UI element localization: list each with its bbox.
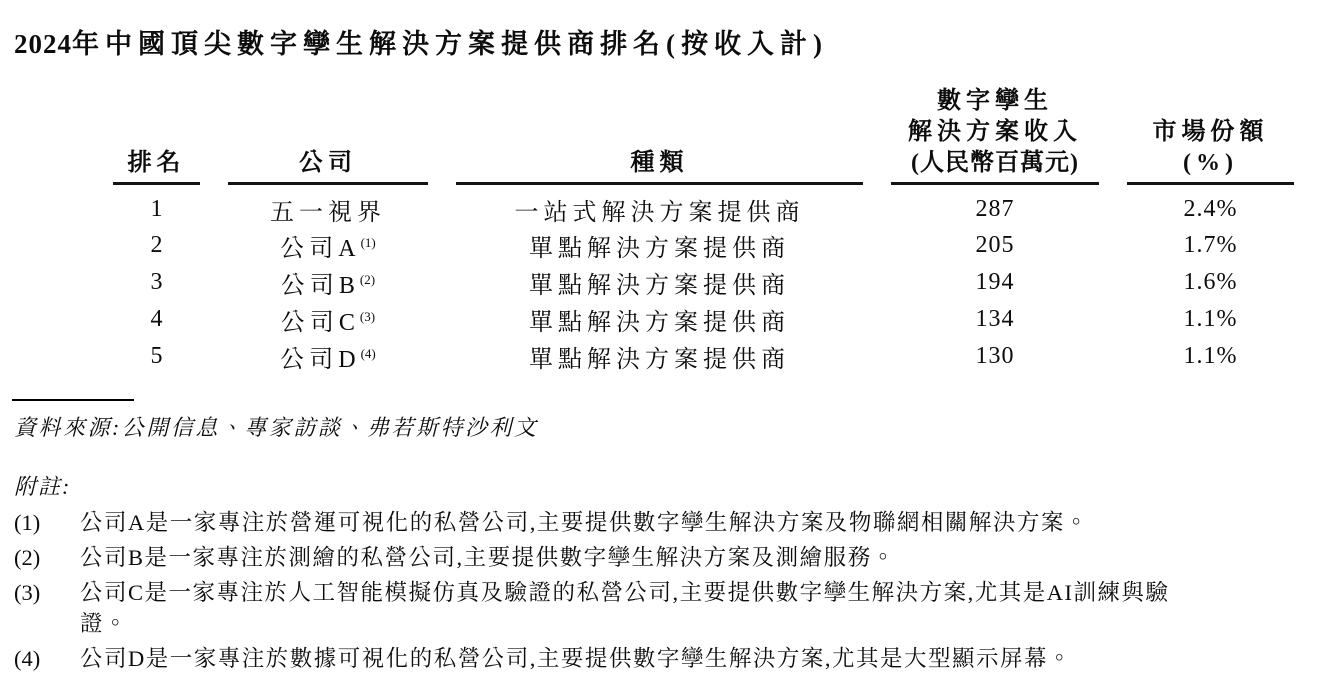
cell-company — [228, 338, 428, 375]
cell-type: 單點解決方案提供商 — [529, 273, 790, 299]
source-line: 資料來源:公開信息、專家訪談、弗若斯特沙利文 — [14, 415, 539, 440]
cell-rank: 2 — [150, 232, 163, 258]
note-text: 公司B是一家專注於測繪的私營公司,主要提供數字孿生解決方案及測繪服務。 — [80, 545, 896, 570]
page-title — [14, 28, 1330, 60]
cell-share: 2.4% — [1183, 196, 1238, 222]
cell-type: 單點解決方案提供商 — [529, 236, 790, 262]
note-ref: (3) — [359, 309, 376, 324]
header-revenue — [891, 86, 1099, 185]
header-revenue-line3: (人民幣百萬元) — [911, 150, 1079, 176]
table-row — [113, 264, 1294, 301]
cell-rank: 5 — [150, 343, 163, 369]
header-company — [228, 86, 428, 185]
cell-rank: 1 — [150, 196, 163, 222]
table-header — [113, 86, 1294, 185]
company-name: 五一視界 — [270, 200, 386, 226]
note-ref: (4) — [360, 346, 376, 361]
header-revenue-line1: 數字孿生 — [937, 88, 1053, 114]
header-share-line1: 市場份額 — [1152, 119, 1269, 145]
cell-type: 單點解決方案提供商 — [529, 310, 790, 336]
cell-revenue: 134 — [975, 306, 1015, 332]
note-ref: (2) — [359, 272, 376, 287]
note-ref: (1) — [360, 235, 376, 250]
note-number: (2) — [14, 545, 41, 570]
cell-revenue: 205 — [975, 232, 1015, 258]
table-row — [113, 227, 1294, 264]
notes-label: 附註: — [14, 474, 72, 499]
cell-type: 一站式解決方案提供商 — [514, 200, 805, 226]
company-name: 公司C — [280, 310, 360, 336]
cell-share: 1.7% — [1183, 232, 1238, 258]
header-row — [113, 86, 1294, 185]
note-item — [14, 542, 1330, 573]
title-text: 年中國頂尖數字孿生解決方案提供商排名(按收入計) — [72, 29, 828, 59]
header-type — [456, 86, 863, 185]
cell-share: 1.1% — [1183, 306, 1238, 332]
header-share-line2: (%) — [1183, 150, 1238, 176]
table-row — [113, 185, 1294, 227]
note-text: 公司D是一家專注於數據可視化的私營公司,主要提供數字孿生解決方案,尤其是大型顯示屏幕。 — [80, 646, 1073, 671]
header-share — [1127, 86, 1294, 185]
cell-share: 1.6% — [1183, 269, 1238, 295]
note-item — [14, 577, 1330, 639]
header-revenue-line2: 解決方案收入 — [908, 119, 1082, 145]
note-number: (3) — [14, 580, 41, 605]
table-body — [113, 185, 1294, 375]
cell-revenue: 130 — [975, 343, 1015, 369]
note-number: (4) — [14, 646, 41, 671]
company-name: 公司A — [280, 236, 361, 262]
source-divider-rule — [12, 399, 134, 401]
header-rank — [113, 86, 200, 185]
header-company-label: 公司 — [299, 150, 357, 176]
cell-company — [228, 227, 428, 264]
note-number: (1) — [14, 510, 41, 535]
cell-rank: 3 — [150, 269, 163, 295]
title-year: 2024 — [14, 29, 72, 59]
cell-share: 1.1% — [1183, 343, 1238, 369]
cell-revenue: 287 — [975, 196, 1015, 222]
cell-type: 單點解決方案提供商 — [529, 347, 790, 373]
note-item — [14, 643, 1330, 674]
cell-company — [228, 185, 428, 227]
cell-company — [228, 301, 428, 338]
company-name: 公司D — [280, 347, 361, 373]
header-rank-label: 排名 — [127, 150, 186, 176]
cell-revenue: 194 — [975, 269, 1015, 295]
cell-company — [228, 264, 428, 301]
header-type-label: 種類 — [630, 150, 689, 176]
table-row — [113, 338, 1294, 375]
company-name: 公司B — [280, 273, 360, 299]
note-text: 公司C是一家專注於人工智能模擬仿真及驗證的私營公司,主要提供數字孿生解決方案,尤其是AI訓練與驗證。 — [80, 580, 1170, 636]
cell-rank: 4 — [150, 306, 163, 332]
note-text: 公司A是一家專注於營運可視化的私營公司,主要提供數字孿生解決方案及物聯網相關解決方案。 — [80, 510, 1089, 535]
ranking-table — [85, 86, 1322, 375]
note-item — [14, 507, 1330, 538]
notes-list — [14, 507, 1330, 674]
table-row — [113, 301, 1294, 338]
